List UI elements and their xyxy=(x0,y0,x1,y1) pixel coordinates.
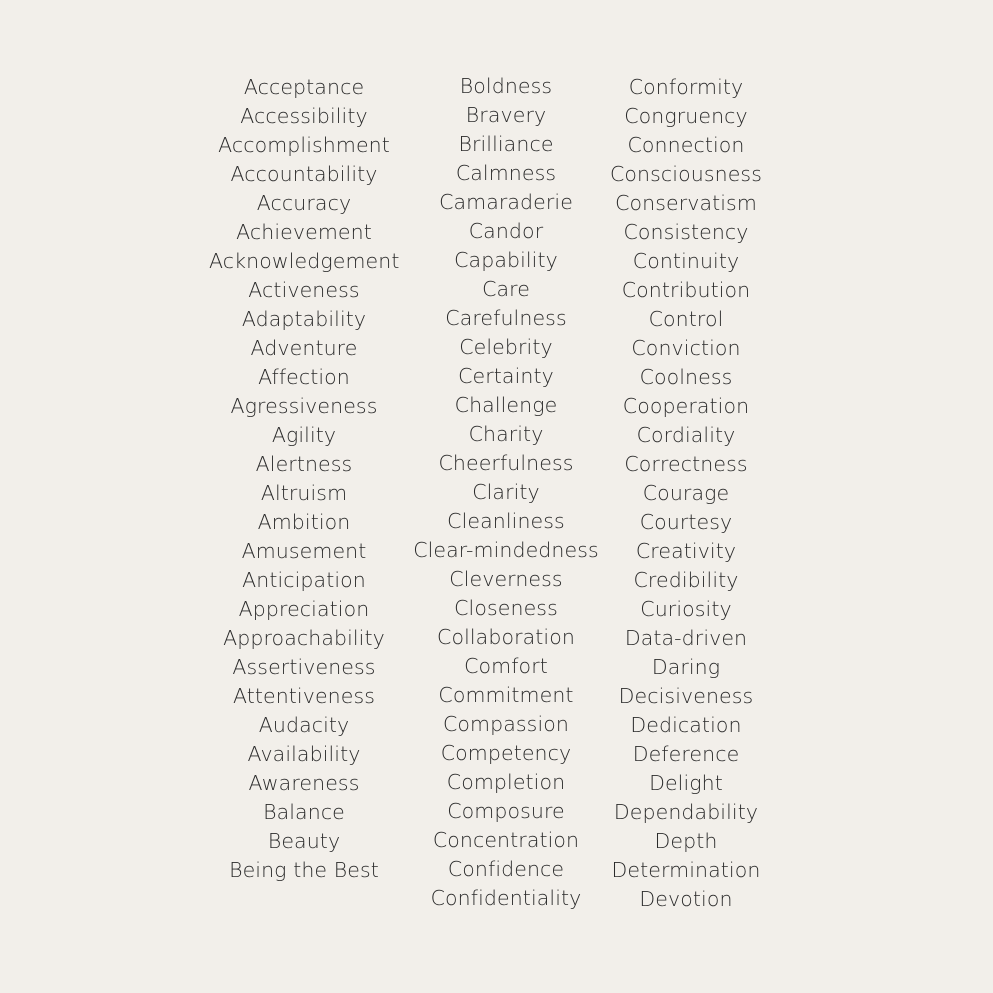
value-word: Delight xyxy=(649,771,723,795)
value-word: Amusement xyxy=(241,539,367,563)
value-word: Agressiveness xyxy=(230,394,378,418)
value-word: Adventure xyxy=(250,336,358,360)
word-column-3 xyxy=(591,73,781,914)
value-word: Determination xyxy=(611,858,761,882)
word-column-2 xyxy=(411,72,601,913)
value-word: Bravery xyxy=(465,103,547,127)
value-word: Availability xyxy=(247,742,361,766)
value-word: Deference xyxy=(632,742,740,766)
value-word: Completion xyxy=(446,770,566,794)
value-word: Clarity xyxy=(472,480,540,504)
word-column-1 xyxy=(209,73,399,885)
value-word: Capability xyxy=(454,248,558,272)
value-word: Being the Best xyxy=(229,858,379,882)
value-word: Celebrity xyxy=(459,335,553,359)
value-word: Acknowledgement xyxy=(209,249,400,273)
value-word: Charity xyxy=(468,422,544,446)
value-word: Conviction xyxy=(631,336,741,360)
value-word: Collaboration xyxy=(437,625,575,649)
value-word: Daring xyxy=(651,655,721,679)
value-word: Balance xyxy=(263,800,345,824)
value-word: Cleverness xyxy=(449,567,563,591)
value-word: Calmness xyxy=(455,161,557,185)
value-word: Appreciation xyxy=(238,597,370,621)
value-word: Alertness xyxy=(255,452,353,476)
value-word: Attentiveness xyxy=(232,684,376,708)
value-word: Concentration xyxy=(432,828,580,852)
value-word: Connection xyxy=(627,133,745,157)
value-word: Achievement xyxy=(236,220,372,244)
value-word: Curiosity xyxy=(640,597,732,621)
value-word: Contribution xyxy=(621,278,751,302)
value-word: Beauty xyxy=(267,829,341,853)
value-word: Composure xyxy=(447,799,565,823)
value-word: Cleanliness xyxy=(447,509,565,533)
value-word: Accessibility xyxy=(240,104,368,128)
value-word: Data-driven xyxy=(624,626,748,650)
value-word: Decisiveness xyxy=(618,684,754,708)
value-word: Conformity xyxy=(628,75,744,99)
value-word: Agility xyxy=(271,423,337,447)
value-word: Approachability xyxy=(223,626,385,650)
value-word: Cheerfulness xyxy=(438,451,574,475)
value-word: Dedication xyxy=(630,713,742,737)
value-word: Camaraderie xyxy=(439,190,573,214)
value-word: Cooperation xyxy=(622,394,750,418)
value-word: Activeness xyxy=(248,278,360,302)
value-word: Competency xyxy=(440,741,572,765)
value-word: Accountability xyxy=(230,162,378,186)
value-word: Comfort xyxy=(464,654,548,678)
value-word: Boldness xyxy=(459,74,553,98)
value-word: Congruency xyxy=(624,104,748,128)
value-word: Ambition xyxy=(257,510,351,534)
value-word: Consciousness xyxy=(610,162,762,186)
value-word: Adaptability xyxy=(241,307,367,331)
value-word: Compassion xyxy=(443,712,569,736)
value-word: Candor xyxy=(468,219,544,243)
value-word: Acceptance xyxy=(243,75,365,99)
value-word: Conservatism xyxy=(615,191,757,215)
value-word: Dependability xyxy=(613,800,759,824)
value-word: Closeness xyxy=(454,596,558,620)
value-word: Cordiality xyxy=(636,423,736,447)
value-word: Coolness xyxy=(639,365,733,389)
value-word: Continuity xyxy=(632,249,740,273)
value-word: Devotion xyxy=(639,887,733,911)
value-word: Certainty xyxy=(458,364,554,388)
value-word: Creativity xyxy=(635,539,737,563)
value-word: Courage xyxy=(642,481,730,505)
value-word: Altruism xyxy=(260,481,348,505)
value-word: Control xyxy=(648,307,724,331)
value-word: Clear-mindedness xyxy=(413,538,599,562)
value-word: Courtesy xyxy=(639,510,733,534)
value-word: Audacity xyxy=(258,713,350,737)
value-word: Affection xyxy=(258,365,350,389)
value-word: Confidence xyxy=(447,857,565,881)
value-word: Care xyxy=(482,277,530,301)
value-word: Commitment xyxy=(438,683,574,707)
value-word: Challenge xyxy=(454,393,558,417)
value-word: Correctness xyxy=(624,452,748,476)
value-word: Awareness xyxy=(248,771,360,795)
value-word: Carefulness xyxy=(445,306,567,330)
value-word: Accuracy xyxy=(256,191,352,215)
value-word: Accomplishment xyxy=(218,133,390,157)
value-word: Depth xyxy=(654,829,718,853)
value-word: Confidentiality xyxy=(430,886,582,910)
value-word: Brilliance xyxy=(458,132,554,156)
value-word: Anticipation xyxy=(242,568,366,592)
value-word: Credibility xyxy=(633,568,739,592)
value-word: Consistency xyxy=(623,220,749,244)
value-word: Assertiveness xyxy=(232,655,376,679)
